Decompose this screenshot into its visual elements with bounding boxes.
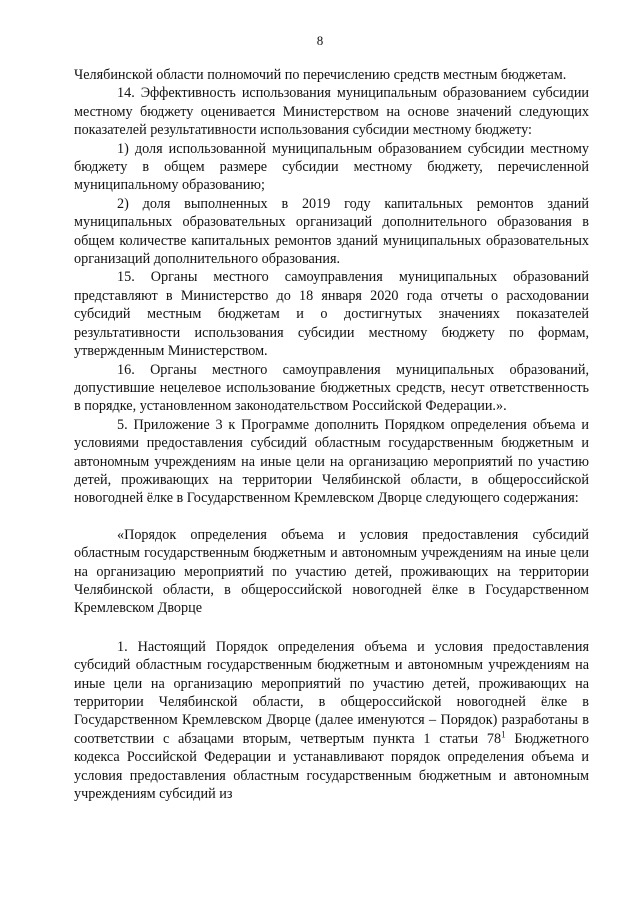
paragraph-continuation: Челябинской области полномочий по перечислению средств местным бюджетам. <box>74 67 567 83</box>
paragraph-indicator-1: 1) доля использованной муниципальным образованием субсидии местному бюджету в общем размере субсидии местному бюджету, перечисленной муниципальному образованию; <box>74 140 589 194</box>
paragraph-indicator-2: 2) доля выполненных в 2019 году капитальных ремонтов зданий муниципальных образовательных организаций дополнительного образования в общем количестве капитальных ремонтов зданий муниципальных образовательных организаций дополнительного образования. <box>74 195 589 268</box>
paragraph-procedure-1-text-b: Бюджетного кодекса Российской Федерации и устанавливают порядок определения объема и условия предоставления областным государственным бюджетным и автономным учреждениям субсидий из <box>74 730 590 803</box>
procedure-title: «Порядок определения объема и условия предоставления субсидий областным государственным бюджетным и автономным учреждениям на иные цели на организацию мероприятий по участию детей, проживающих на территории Челябинской области, в общероссийской новогодней ёлке в Государственном Кремлевском Дворце <box>74 526 589 617</box>
paragraph-item-14: 14. Эффективность использования муниципальным образованием субсидии местному бюджету оценивается Министерством на основе значений следующих показателей результативности использования субсидии местному бюджету: <box>74 85 589 139</box>
page-number: 8 <box>316 33 324 48</box>
paragraph-item-16: 16. Органы местного самоуправления муниципальных образований, допустившие нецелевое использование бюджетных средств, несут ответственность в порядке, установленном законодательством Российской Федерации.». <box>74 361 589 415</box>
paragraph-item-5: 5. Приложение 3 к Программе дополнить Порядком определения объема и условиями предоставления субсидий областным государственным бюджетным и автономным учреждениям на иные цели на организацию мероприятий по участию детей, проживающих на территории Челябинской области, в общероссийской новогодней ёлке в Государственном Кремлевском Дворце следующего содержания: <box>74 416 589 507</box>
paragraph-procedure-1 <box>74 638 589 804</box>
paragraph-item-15: 15. Органы местного самоуправления муниципальных образований представляют в Министерство до 18 января 2020 года отчеты о расходовании субсидий местным бюджетам и о достигнутых значениях показателей результативности использования субсидии местному бюджету по формам, утвержденным Министерством. <box>74 269 589 360</box>
document-body <box>74 66 589 803</box>
superscript-index: 1 <box>501 729 506 740</box>
paragraph-procedure-1-text-a: 1. Настоящий Порядок определения объема и условия предоставления субсидий областным государственным бюджетным и автономным учреждениям на иные цели на организацию мероприятий по участию детей, проживающих на территории Челябинской области, в общероссийской новогодней ёлке в Государственном Кремлевском Дворце (далее именуются – Порядок) разработаны в соответствии с абзацами вторым, четвертым пункта 1 статьи 78 <box>74 638 589 747</box>
